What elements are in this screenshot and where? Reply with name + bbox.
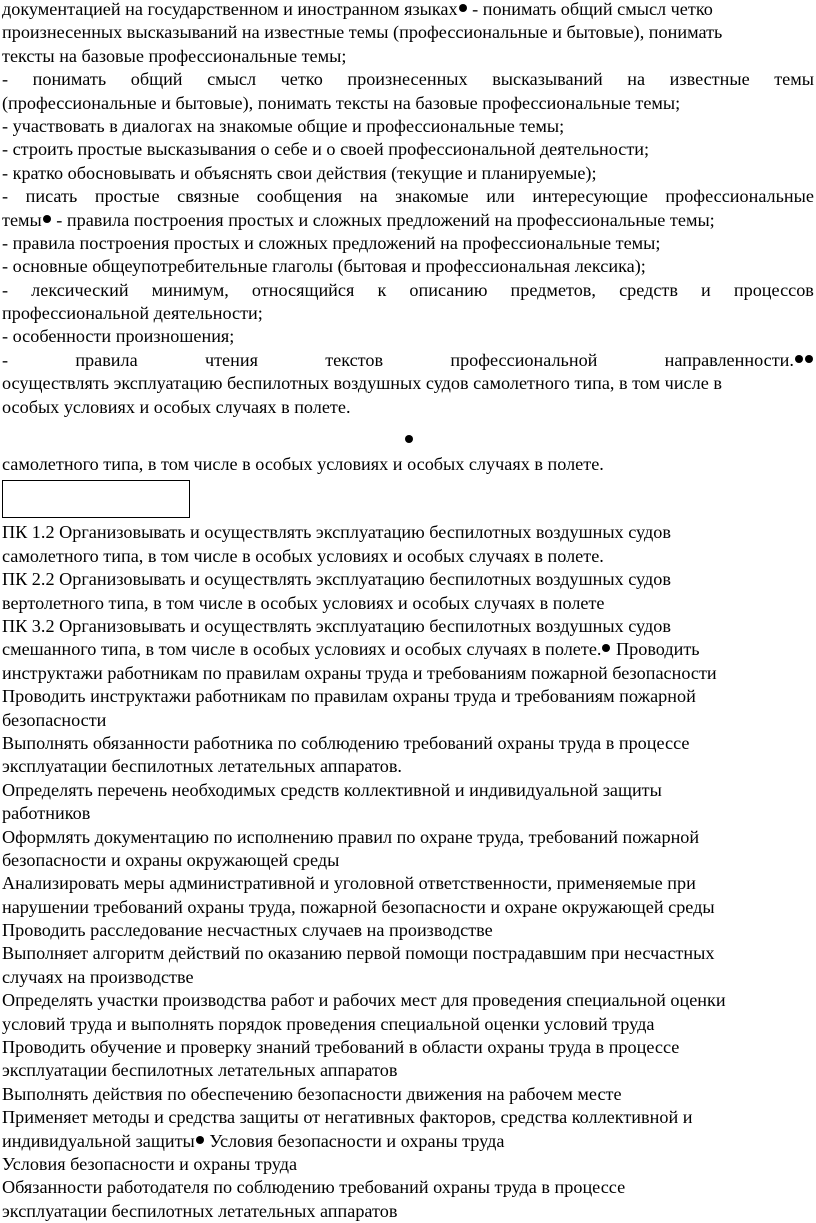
- bullet-icon: [459, 4, 467, 12]
- word-with-bullets: [665, 349, 814, 372]
- word: темы: [774, 69, 814, 90]
- text-fragment: Условия безопасности и охраны труда: [204, 1130, 505, 1151]
- text-line: Применяет методы и средства защиты от негативных факторов, средства коллективной и: [2, 1107, 693, 1128]
- text-line: [2, 1130, 814, 1153]
- word: относящийся: [251, 279, 355, 300]
- text-line: условий труда и выполнять порядок проведения специальной оценки условий труда: [2, 1013, 655, 1034]
- text-line: ПК 2.2 Организовывать и осуществлять эксплуатацию беспилотных воздушных судов: [2, 569, 671, 590]
- text-line: Проводить обучение и проверку знаний требований в области охраны труда в процессе: [2, 1037, 680, 1058]
- text-line: особых условиях и особых случаях в полете.: [2, 396, 351, 417]
- text-line: [2, 0, 814, 21]
- justified-line: [2, 279, 814, 302]
- word: и: [701, 279, 711, 300]
- text-line: вертолетного типа, в том числе в особых условиях и особых случаях в полете: [2, 592, 605, 613]
- text-line: случаях на производстве: [2, 966, 194, 987]
- text-fragment: темы: [2, 209, 42, 230]
- word: на: [627, 69, 646, 90]
- bullet-row: [2, 435, 814, 453]
- justified-line: [2, 68, 814, 91]
- word: простые: [94, 186, 160, 207]
- text-line: профессиональной деятельности;: [2, 303, 263, 324]
- word: к: [377, 279, 387, 300]
- word: -: [2, 69, 9, 90]
- text-line: Анализировать меры административной и уголовной ответственности, применяемые при: [2, 873, 696, 894]
- text-line: Обязанности работодателя по соблюдению требований охраны труда в процессе: [2, 1177, 626, 1198]
- word: направленности.: [664, 349, 794, 370]
- text-line: самолетного типа, в том числе в особых условиях и особых случаях в полете.: [2, 545, 604, 566]
- word: -: [2, 279, 9, 300]
- text-line: самолетного типа, в том числе в особых условиях и особых случаях в полете.: [2, 454, 604, 475]
- text-line: Проводить инструктажи работникам по правилам охраны труда и требованиям пожарной: [2, 686, 696, 707]
- justified-line: [2, 185, 814, 208]
- word: связные: [177, 186, 240, 207]
- text-line: ПК 1.2 Организовывать и осуществлять эксплуатацию беспилотных воздушных судов: [2, 522, 671, 543]
- word: -: [2, 349, 9, 370]
- text-line: - строить простые высказывания о себе и о своей профессиональной деятельности;: [2, 139, 650, 160]
- word: понимать: [32, 69, 107, 90]
- text-line: [2, 209, 814, 232]
- bullet-icon: [602, 644, 610, 652]
- word: предметов,: [510, 279, 596, 300]
- bullet-icon: [795, 355, 803, 363]
- text-line: нарушении требований охраны труда, пожарной безопасности и охране окружающей среды: [2, 896, 715, 917]
- text-line: Выполнять обязанности работника по соблюдению требований охраны труда в процессе: [2, 732, 690, 753]
- bullet-icon: [196, 1136, 204, 1144]
- word: правила: [75, 349, 138, 370]
- word: сообщения: [256, 186, 343, 207]
- text-line: инструктажи работникам по правилам охраны труда и требованиям пожарной безопасности: [2, 662, 717, 683]
- spacer: [2, 419, 814, 435]
- word: высказываний: [492, 69, 603, 90]
- bullet-icon: [43, 215, 51, 223]
- text-line: - особенности произношения;: [2, 326, 235, 347]
- text-line: осуществлять эксплуатацию беспилотных воздушных судов самолетного типа, в том числе в: [2, 373, 722, 394]
- text-line: тексты на базовые профессиональные темы;: [2, 45, 347, 66]
- text-fragment: смешанного типа, в том числе в особых условиях и особых случаях в полете.: [2, 639, 602, 660]
- word: на: [359, 186, 378, 207]
- text-line: Выполняет алгоритм действий по оказанию первой помощи пострадавшим при несчастных: [2, 943, 715, 964]
- word: лексический: [31, 279, 129, 300]
- text-line: - правила построения простых и сложных предложений на профессиональные темы;: [2, 232, 661, 253]
- text-line: (профессиональные и бытовые), понимать тексты на базовые профессиональные темы;: [2, 92, 681, 113]
- word: знакомые: [395, 186, 469, 207]
- text-line: Проводить расследование несчастных случаев на производстве: [2, 920, 493, 941]
- word: профессиональные: [665, 186, 814, 207]
- text-line: эксплуатации беспилотных летательных аппаратов: [2, 1060, 398, 1081]
- word: -: [2, 186, 9, 207]
- word: минимум,: [151, 279, 229, 300]
- text-line: Определять перечень необходимых средств коллективной и индивидуальной защиты: [2, 779, 662, 800]
- text-line: - кратко обосновывать и объяснять свои действия (текущие и планируемые);: [2, 162, 597, 183]
- word: интересующие: [532, 186, 648, 207]
- word: смысл: [207, 69, 257, 90]
- text-line: Выполнять действия по обеспечению безопасности движения на рабочем месте: [2, 1083, 622, 1104]
- text-line: Условия безопасности и охраны труда: [2, 1153, 298, 1174]
- word: описанию: [409, 279, 488, 300]
- bullet-icon: [805, 355, 813, 363]
- justified-line: [2, 349, 814, 372]
- text-line: работников: [2, 803, 91, 824]
- text-line: - участвовать в диалогах на знакомые общие и профессиональные темы;: [2, 115, 565, 136]
- text-fragment: Проводить: [611, 639, 700, 660]
- text-line: безопасности и охраны окружающей среды: [2, 849, 340, 870]
- word: общий: [130, 69, 183, 90]
- word: писать: [25, 186, 78, 207]
- word: средств: [619, 279, 678, 300]
- word: чтения: [204, 349, 258, 370]
- text-line: ПК 3.2 Организовывать и осуществлять эксплуатацию беспилотных воздушных судов: [2, 615, 671, 636]
- text-line: Определять участки производства работ и рабочих мест для проведения специальной оценки: [2, 990, 726, 1011]
- word: профессиональной: [450, 349, 598, 370]
- text-line: произнесенных высказываний на известные темы (профессиональные и бытовые), понимать: [2, 22, 723, 43]
- text-line: Оформлять документацию по исполнению правил по охране труда, требований пожарной: [2, 826, 700, 847]
- text-line: эксплуатации беспилотных летательных аппаратов.: [2, 756, 402, 777]
- word: известные: [669, 69, 750, 90]
- word: или: [486, 186, 515, 207]
- text-line: безопасности: [2, 709, 107, 730]
- word: процессов: [733, 279, 814, 300]
- text-line: эксплуатации беспилотных летательных аппаратов: [2, 1200, 398, 1221]
- text-fragment: индивидуальной защиты: [2, 1130, 195, 1151]
- word: четко: [280, 69, 323, 90]
- text-line: - основные общеупотребительные глаголы (бытовая и профессиональная лексика);: [2, 256, 646, 277]
- word: произнесенных: [347, 69, 468, 90]
- text-line: [2, 638, 814, 661]
- text-fragment: документацией на государственном и иностранном языках: [2, 0, 458, 19]
- word: текстов: [325, 349, 384, 370]
- text-fragment: - правила построения простых и сложных предложений на профессиональные темы;: [51, 209, 715, 230]
- text-fragment: - понимать общий смысл четко: [467, 0, 713, 19]
- bullet-icon: [405, 435, 413, 443]
- empty-frame: [2, 480, 190, 518]
